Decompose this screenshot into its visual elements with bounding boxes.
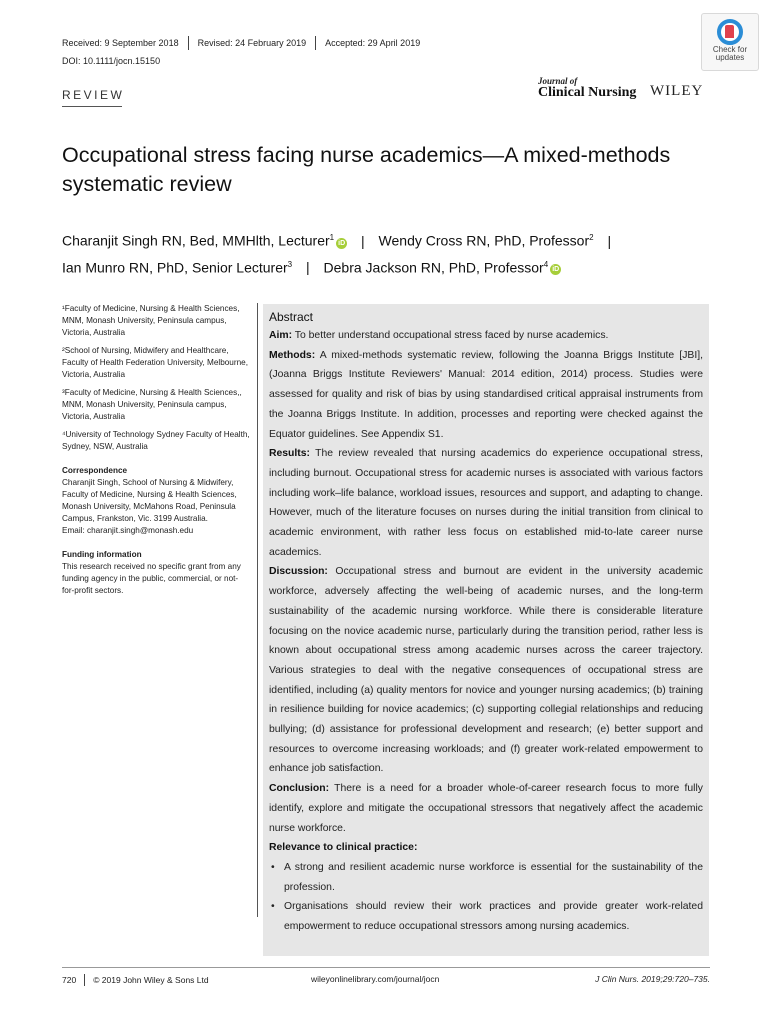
abstract-heading: Abstract xyxy=(269,310,314,324)
doi[interactable]: DOI: 10.1111/jocn.15150 xyxy=(62,56,161,66)
discussion-text: Occupational stress and burnout are evident in the university academic workforce, adversely affecting the well-being of academic nurses, and the long-term sustainability of the academic nursing workforce. While there is considerable literature focusing on the novice academic nurse, particularly during the transition period, rather less is known about occupational stress among academic nurses across the career trajectory. Various strategies to deal with the negative consequences of occupational stress are identified, including (a) quality mentors for novice and younger nursing academics; (b) training in resilience building for novice academics; (c) supporting collegial relationships and reducing bullying; (d) assistance for professional development and research; (e) better support and resources to overcome increasing workloads; and (f) greater work-related empowerment to enhance job satisfaction. xyxy=(269,566,703,775)
footer-rule xyxy=(62,967,710,968)
journal-name: Clinical Nursing xyxy=(538,85,637,100)
list-item: • Organisations should review their work practices and provide greater work-related empowerment to reduce occupational stressors among nursing academics. xyxy=(269,897,703,936)
accepted-date: Accepted: 29 April 2019 xyxy=(325,38,421,48)
section-rule xyxy=(62,106,122,107)
orcid-icon[interactable]: iD xyxy=(338,239,346,247)
conclusion-label: Conclusion: xyxy=(269,783,330,795)
abstract-aim xyxy=(269,326,703,346)
aim-text: To better understand occupational stress faced by nurse academics. xyxy=(294,330,609,341)
column-divider xyxy=(257,303,258,917)
relevance-list xyxy=(269,858,703,937)
affiliation-1: ¹Faculty of Medicine, Nursing & Health Sciences, MNM, Monash University, Peninsula campus, Victoria, Australia xyxy=(62,304,240,337)
abstract-box xyxy=(263,304,709,956)
discussion-label: Discussion: xyxy=(269,566,328,578)
divider xyxy=(84,974,85,986)
affiliation-4: ⁴University of Technology Sydney Faculty of Health, Sydney, NSW, Australia xyxy=(62,430,250,451)
divider xyxy=(315,36,316,50)
footer-citation: J Clin Nurs. 2019;29:720–735. xyxy=(595,974,710,984)
revised-date: Revised: 24 February 2019 xyxy=(197,38,307,48)
article-title: Occupational stress facing nurse academics—A mixed-methods systematic review xyxy=(62,143,671,196)
abstract-relevance xyxy=(269,838,703,858)
journal-of: Journal of xyxy=(538,76,578,86)
footer-url[interactable]: wileyonlinelibrary.com/journal/jocn xyxy=(311,974,440,984)
author-list xyxy=(62,226,722,279)
author-separator: | xyxy=(306,259,310,276)
author-name[interactable]: Wendy Cross RN, PhD, Professor xyxy=(378,232,590,249)
author-line-1 xyxy=(62,226,722,253)
author-name[interactable]: Debra Jackson RN, PhD, Professor xyxy=(323,259,544,276)
copyright: © 2019 John Wiley & Sons Ltd xyxy=(93,975,209,985)
author-affiliation-ref: 4 xyxy=(543,259,549,269)
author-separator: | xyxy=(607,232,612,249)
abstract-methods xyxy=(269,346,703,445)
results-label: Results: xyxy=(269,448,310,460)
footer-left xyxy=(62,974,209,986)
journal-logo xyxy=(538,76,636,101)
article-dates xyxy=(62,36,420,50)
affiliation-3: ³Faculty of Medicine, Nursing & Health Sciences,, MNM, Monash University, Peninsula campus, Victoria, Australia xyxy=(62,388,242,421)
funding-heading: Funding information xyxy=(62,550,142,559)
divider xyxy=(188,36,189,50)
correspondence-email[interactable]: Email: charanjit.singh@monash.edu xyxy=(62,526,194,535)
page-number: 720 xyxy=(62,975,77,985)
section-label: REVIEW xyxy=(62,88,125,102)
funding-text: This research received no specific grant from any funding agency in the public, commercial, or not-for-profit sectors. xyxy=(62,562,241,595)
affiliation-2: ²School of Nursing, Midwifery and Healthcare, Faculty of Health Federation University, Melbourne, Victoria, Australia xyxy=(62,346,248,379)
publisher-logo: WILEY xyxy=(650,83,704,99)
abstract-conclusion xyxy=(269,779,703,838)
check-for-updates-badge[interactable] xyxy=(701,13,759,71)
author-affiliation-ref: 3 xyxy=(287,259,293,269)
received-date: Received: 9 September 2018 xyxy=(62,38,179,48)
crossmark-icon xyxy=(717,19,743,45)
author-affiliation-ref: 1 xyxy=(329,233,335,242)
correspondence-text: Charanjit Singh, School of Nursing & Midwifery, Faculty of Medicine, Nursing & Health Sciences, Monash University, McMahons Road, Peninsula Campus, Frankston, Vic. 3199 Australia. xyxy=(62,478,237,523)
sidebar-info xyxy=(62,303,250,603)
conclusion-text: There is a need for a broader whole-of-career research focus to more fully identify, explore and mitigate the occupational stressors that negatively affect the academic nurse workforce. xyxy=(269,783,703,834)
abstract-results xyxy=(269,444,703,562)
author-separator: | xyxy=(361,232,365,249)
check-for-updates-line1: Check for xyxy=(712,45,748,54)
author-line-2 xyxy=(62,253,722,280)
check-for-updates-line2: updates xyxy=(715,53,745,62)
correspondence-heading: Correspondence xyxy=(62,466,128,475)
aim-label: Aim: xyxy=(269,330,293,341)
relevance-label: Relevance to clinical practice: xyxy=(269,842,418,854)
author-name[interactable]: Ian Munro RN, PhD, Senior Lecturer xyxy=(62,259,288,276)
author-name[interactable]: Charanjit Singh RN, Bed, MMHlth, Lecturer xyxy=(62,232,330,249)
orcid-icon[interactable]: iD xyxy=(552,266,560,274)
results-text: The review revealed that nursing academics do experience occupational stress, including burnout. Occupational stress for academic nurses is associated with various factors including work–life balance, workload issues, resources and support, and adapting to change. However, much of the literature focuses on nurses during the initial transition from clinical to academic environment, with rather less focus on established mid-to-late career nurse academics. xyxy=(269,448,704,558)
methods-text: A mixed-methods systematic review, following the Joanna Briggs Institute [JBI], (Joanna Briggs Institute Reviewers' Manual: 2014 edition, 2014) process. Studies were assessed for quality and risk of bias by using standardised critical appraisal instruments from the Joanna Briggs Institute. In addition, processes and reporting were checked against the Equator guidelines. See Appendix S1. xyxy=(269,349,703,440)
methods-label: Methods: xyxy=(269,349,316,361)
abstract-discussion xyxy=(269,562,703,779)
list-item: • A strong and resilient academic nurse workforce is essential for the sustainability of the profession. xyxy=(269,858,703,897)
author-affiliation-ref: 2 xyxy=(589,233,594,242)
